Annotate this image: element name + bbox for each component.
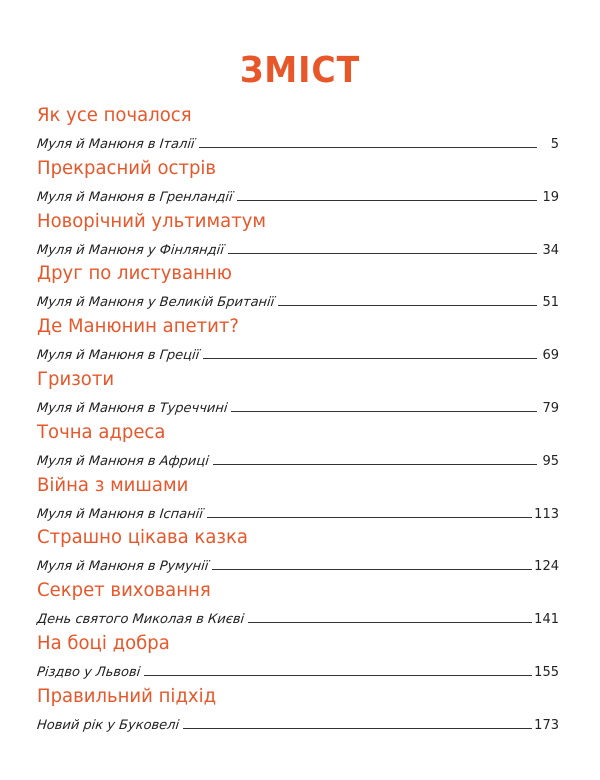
leader-line: [231, 411, 537, 412]
page-number: 51: [542, 295, 559, 311]
chapter-subtitle: Новий рік у Буковелі: [36, 717, 180, 733]
toc-entry[interactable]: [37, 685, 567, 738]
chapter-row: [37, 713, 567, 733]
chapter-title: Точна адреса: [37, 420, 166, 443]
table-of-contents: [37, 104, 567, 738]
chapter-subtitle: Муля й Манюня у Великій Британії: [36, 295, 276, 311]
page-number: 95: [542, 453, 559, 469]
toc-entry[interactable]: [37, 157, 567, 210]
chapter-row: [37, 607, 567, 627]
chapter-title: Де Манюнин апетит?: [37, 315, 239, 338]
page-number: 34: [542, 242, 559, 258]
page-number: 79: [542, 400, 559, 416]
page-number: 141: [534, 612, 559, 628]
chapter-title: Прекрасний острів: [37, 156, 217, 179]
chapter-title: На боці добра: [37, 631, 170, 654]
leader-line: [183, 728, 532, 729]
chapter-row: [37, 343, 567, 363]
page-number: 69: [542, 348, 559, 364]
chapter-row: [37, 449, 567, 469]
leader-line: [248, 622, 532, 623]
page-number: 155: [534, 664, 559, 680]
chapter-subtitle: Муля й Манюня в Іспанії: [36, 506, 204, 522]
chapter-subtitle: День святого Миколая в Києві: [36, 612, 245, 628]
chapter-subtitle: Муля й Манюня в Африці: [36, 453, 210, 469]
toc-entry[interactable]: [37, 579, 567, 632]
toc-entry[interactable]: [37, 421, 567, 474]
chapter-row: [37, 660, 567, 680]
leader-line: [212, 569, 532, 570]
leader-line: [237, 200, 537, 201]
toc-entry[interactable]: [37, 368, 567, 421]
chapter-row: [37, 502, 567, 522]
chapter-subtitle: Муля й Манюня у Фінляндії: [36, 242, 225, 258]
toc-entry[interactable]: [37, 262, 567, 315]
chapter-row: [37, 132, 567, 152]
toc-entry[interactable]: [37, 632, 567, 685]
leader-line: [213, 464, 537, 465]
chapter-row: [37, 238, 567, 258]
chapter-title: Правильний підхід: [37, 684, 217, 707]
page-number: 124: [534, 559, 559, 575]
leader-line: [199, 147, 537, 148]
leader-line: [207, 517, 532, 518]
chapter-subtitle: Муля й Манюня в Туреччині: [36, 400, 229, 416]
chapter-subtitle: Муля й Манюня в Італії: [36, 137, 196, 152]
chapter-row: [37, 554, 567, 574]
chapter-row: [37, 396, 567, 416]
chapter-subtitle: Різдво у Львові: [36, 664, 142, 680]
page-number: 113: [534, 506, 559, 522]
toc-entry[interactable]: [37, 315, 567, 368]
toc-entry[interactable]: [37, 526, 567, 579]
leader-line: [203, 358, 537, 359]
chapter-title: Секрет виховання: [37, 579, 211, 602]
chapter-subtitle: Муля й Манюня в Греції: [36, 348, 200, 364]
page-number: 19: [542, 189, 559, 205]
toc-entry[interactable]: [37, 210, 567, 263]
page-number: 5: [550, 137, 559, 152]
chapter-subtitle: Муля й Манюня в Гренландії: [36, 189, 234, 205]
toc-entry[interactable]: [37, 104, 567, 157]
chapter-row: [37, 290, 567, 310]
chapter-title: Як усе почалося: [37, 104, 192, 126]
chapter-title: Війна з мишами: [37, 473, 189, 496]
page-title: ЗМІСТ: [239, 50, 361, 91]
chapter-subtitle: Муля й Манюня в Румунії: [36, 559, 210, 575]
toc-entry[interactable]: [37, 474, 567, 527]
leader-line: [144, 675, 532, 676]
chapter-row: [37, 185, 567, 205]
chapter-title: Страшно цікава казка: [37, 526, 248, 549]
leader-line: [228, 253, 537, 254]
chapter-title: Гризоти: [37, 367, 115, 390]
page-number: 173: [534, 717, 559, 733]
chapter-title: Новорічний ультиматум: [37, 209, 267, 232]
chapter-title: Друг по листуванню: [37, 262, 232, 285]
leader-line: [278, 305, 537, 306]
